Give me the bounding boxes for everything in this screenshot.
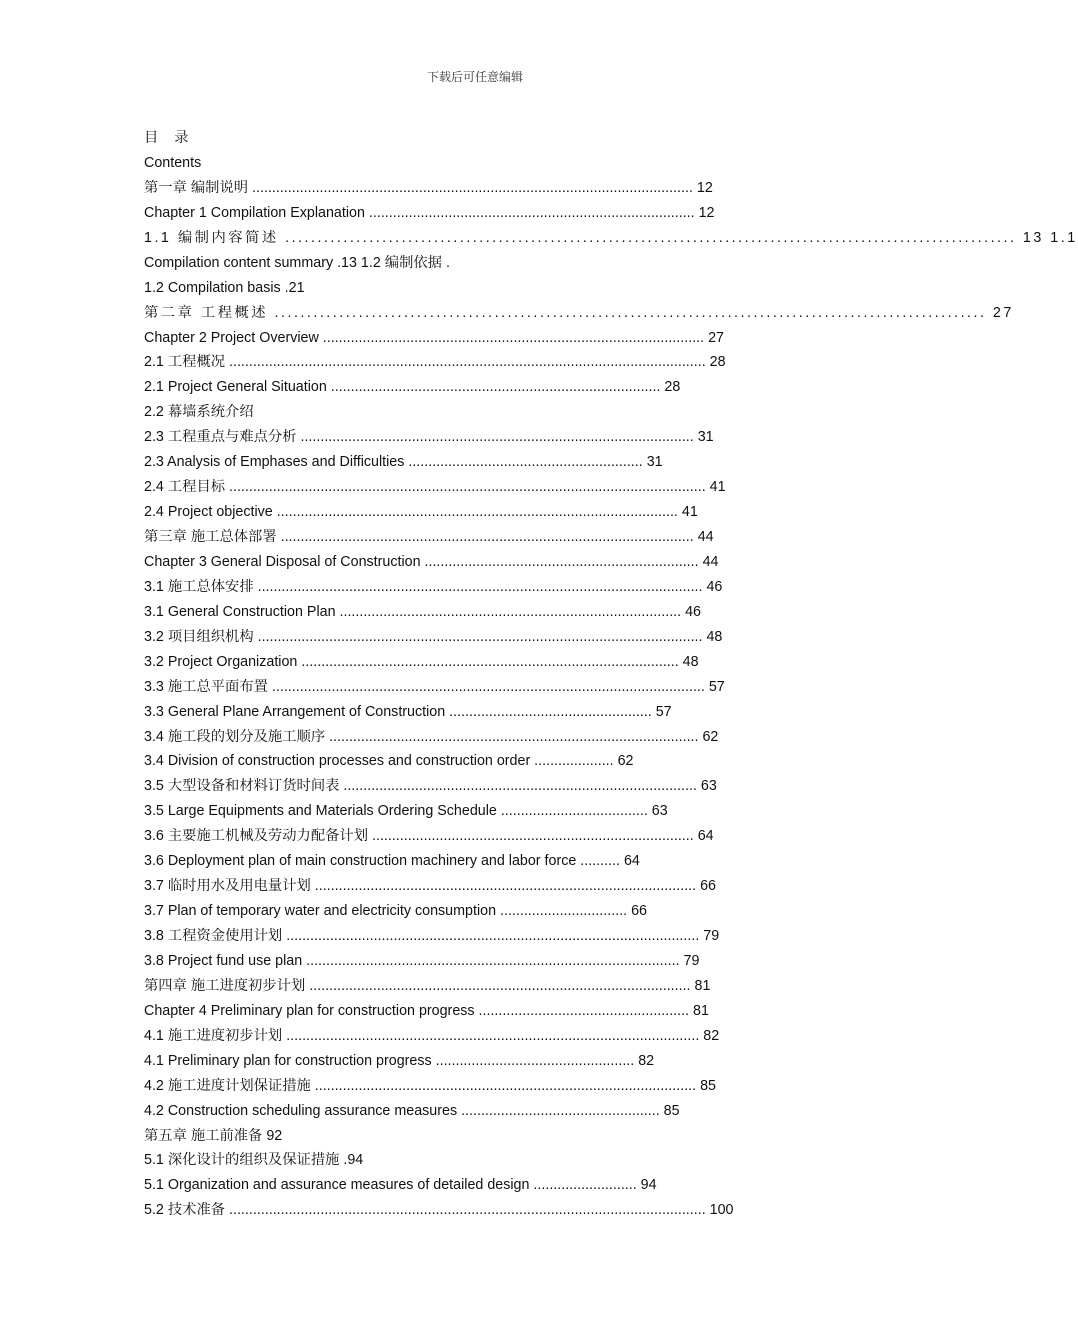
toc-entry[interactable]: 3.5 Large Equipments and Materials Ordering Schedule ..................................... 63 — [144, 803, 668, 820]
toc-entries — [144, 176, 1078, 1223]
toc-entry[interactable]: 3.4 Division of construction processes and construction order .................... 62 — [144, 753, 634, 770]
toc-entry[interactable]: 3.4 施工段的划分及施工顺序 ............................................................................................. 62 — [144, 728, 719, 745]
toc-entry[interactable]: 4.1 施工进度初步计划 ........................................................................................................ 82 — [144, 1027, 720, 1044]
toc-entry[interactable]: 2.1 Project General Situation ................................................................................... 28 — [144, 379, 681, 396]
toc-entry[interactable]: 3.7 临时用水及用电量计划 ................................................................................................ 66 — [144, 878, 716, 895]
toc-entry[interactable]: 4.2 施工进度计划保证措施 ................................................................................................ 85 — [144, 1077, 716, 1094]
toc-entry[interactable]: Chapter 3 General Disposal of Construction ..................................................................... 44 — [144, 553, 719, 570]
toc-subtitle: Contents — [144, 154, 202, 171]
toc-entry[interactable]: 3.8 Project fund use plan .............................................................................................. 79 — [144, 952, 700, 969]
toc-entry[interactable]: 第四章 施工进度初步计划 ................................................................................................ 81 — [144, 977, 711, 994]
toc-entry[interactable]: Chapter 1 Compilation Explanation .................................................................................. 12 — [144, 204, 715, 221]
toc-entry[interactable]: Chapter 4 Preliminary plan for construction progress ..................................................... 81 — [144, 1002, 709, 1019]
toc-entry[interactable]: 3.7 Plan of temporary water and electricity consumption ................................ 66 — [144, 903, 647, 920]
toc-entry[interactable]: 4.1 Preliminary plan for construction progress .................................................. 82 — [144, 1052, 655, 1069]
table-of-contents — [144, 126, 1078, 1223]
toc-entry[interactable]: 3.1 General Construction Plan ...................................................................................... 46 — [144, 603, 701, 620]
toc-entry[interactable]: 第三章 施工总体部署 ........................................................................................................ 44 — [144, 529, 714, 545]
toc-entry[interactable]: 3.5 大型设备和材料订货时间表 ......................................................................................... 63 — [144, 778, 717, 795]
toc-entry[interactable]: 3.8 工程资金使用计划 ........................................................................................................ 79 — [144, 928, 720, 944]
toc-entry[interactable]: 1.1 编制内容简述 ................................................................................................................. 13 1.1 — [144, 229, 1078, 246]
toc-entry[interactable]: 2.3 工程重点与难点分析 ................................................................................................... 31 — [144, 429, 714, 446]
toc-entry[interactable]: 5.1 Organization and assurance measures of detailed design .......................... 94 — [144, 1177, 657, 1194]
toc-title: 目 录 — [144, 130, 195, 146]
toc-entry[interactable]: 2.2 幕墙系统介绍 — [144, 404, 254, 421]
toc-entry[interactable]: 4.2 Construction scheduling assurance measures .................................................. 85 — [144, 1102, 680, 1119]
toc-entry[interactable]: 1.2 Compilation basis .21 — [144, 279, 305, 296]
toc-entry[interactable]: 2.3 Analysis of Emphases and Difficulties ........................................................... 31 — [144, 454, 663, 471]
toc-entry[interactable]: 2.4 Project objective ..................................................................................................... 41 — [144, 504, 698, 521]
toc-entry[interactable]: 3.1 施工总体安排 ................................................................................................................ 46 — [144, 578, 723, 595]
toc-entry[interactable]: 3.2 项目组织机构 ................................................................................................................ 48 — [144, 628, 723, 645]
toc-entry[interactable]: 第五章 施工前准备 92 — [144, 1127, 283, 1144]
toc-entry[interactable]: 3.6 Deployment plan of main construction machinery and labor force .......... 64 — [144, 853, 640, 870]
toc-entry[interactable]: 3.6 主要施工机械及劳动力配备计划 ................................................................................. 64 — [144, 828, 714, 845]
toc-entry[interactable]: 2.1 工程概况 ........................................................................................................................ 28 — [144, 354, 726, 371]
toc-entry[interactable]: 5.1 深化设计的组织及保证措施 .94 — [144, 1152, 364, 1169]
toc-entry[interactable]: 5.2 技术准备 ........................................................................................................................ 100 — [144, 1202, 734, 1219]
toc-entry[interactable]: 2.4 工程目标 ........................................................................................................................ 41 — [144, 479, 726, 496]
toc-entry[interactable]: 3.3 General Plane Arrangement of Construction ................................................... 57 — [144, 703, 672, 720]
page-header: 下载后可任意编辑 — [426, 70, 523, 84]
toc-entry[interactable]: 第二章 工程概述 .............................................................................................................. 27 — [144, 304, 1014, 321]
toc-entry[interactable]: 第一章 编制说明 ............................................................................................................... 12 — [144, 179, 713, 196]
toc-entry[interactable]: Chapter 2 Project Overview ................................................................................................ 27 — [144, 329, 724, 346]
toc-entry[interactable]: 3.2 Project Organization ............................................................................................... 48 — [144, 653, 699, 670]
toc-entry[interactable]: 3.3 施工总平面布置 ............................................................................................................. 57 — [144, 678, 725, 695]
toc-entry[interactable]: Compilation content summary .13 1.2 编制依据 . — [144, 254, 450, 271]
